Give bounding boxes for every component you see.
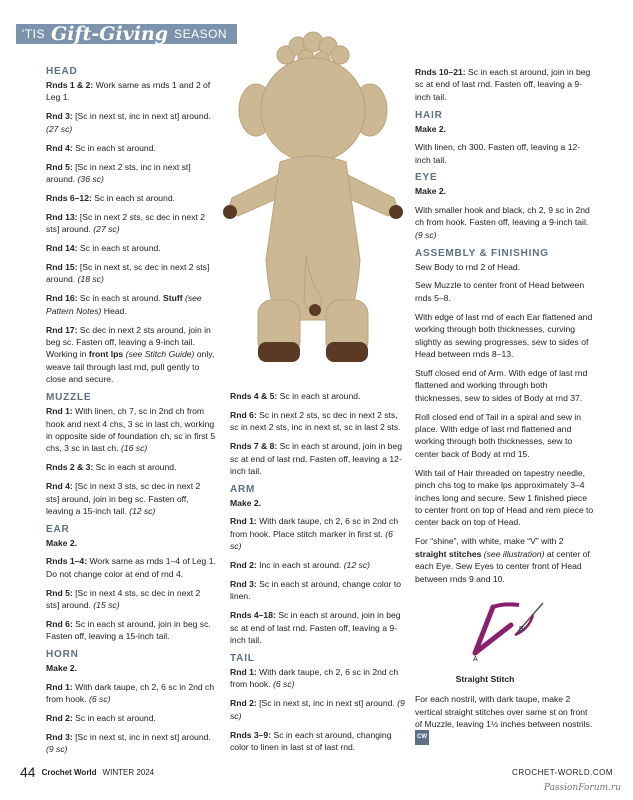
assembly-p7: For “shine”, with white, make “V” with 2 straight stitches (see illustration) at center of each Eye. Sew Eyes to center front of Head between rnds 9 and 10. <box>415 536 590 584</box>
magazine-name: Crochet World <box>41 767 97 777</box>
horn-rnd-1: Rnd 1: With dark taupe, ch 2, 6 sc in 2nd ch from hook. (6 sc) <box>46 681 215 705</box>
assembly-p2: Sew Muzzle to center front of Head between rnds 5–8. <box>415 280 585 303</box>
ear-rnd-1-4: Rnds 1–4: Work same as rnds 1–4 of Leg 1. Do not change color at end of rnd 4. <box>46 556 216 579</box>
heading-horn: HORN <box>46 649 79 661</box>
head-rnd-14: Rnd 14: Sc in each st around. <box>46 243 161 254</box>
horn-make: Make 2. <box>46 663 78 674</box>
hair-make: Make 2. <box>415 123 447 134</box>
eye-make: Make 2. <box>415 186 447 197</box>
muzzle-rnd-1: Rnd 1: With linen, ch 7, sc in 2nd ch from hook and next 4 chs, 3 sc in last ch, working in opposite side of foundation ch, sc in first 5 chs, 3 sc in last ch. (16 sc) <box>46 406 216 454</box>
section-banner <box>16 24 237 44</box>
heading-ear: EAR <box>46 523 70 535</box>
stitch-caption: Straight Stitch <box>455 673 515 684</box>
cw-end-mark: CW <box>415 730 429 744</box>
assembly-p3: With edge of last rnd of each Ear flattened and working through both thicknesses, curving slightly as sewing progresses, sew to sides of Head between rnds 8–13. <box>415 311 593 359</box>
horn-rnd-2: Rnd 2: Sc in each st around. <box>46 712 156 723</box>
straight-stitch-illustration <box>415 595 555 661</box>
ear-rnd-6: Rnd 6: Sc in each st around, join in beg sc. Fasten off, leaving a 15-inch tail. <box>46 618 211 642</box>
arm-rnd-2: Rnd 2: Inc in each st around. (12 sc) <box>230 560 370 571</box>
banner-script-title: Gift-Giving <box>50 23 169 45</box>
head-rnd-4: Rnd 4: Sc in each st around. <box>46 142 156 153</box>
arm-make: Make 2. <box>230 497 262 508</box>
watermark: PassionForum.ru <box>543 783 621 793</box>
heading-assembly: ASSEMBLY & FINISHING <box>415 247 549 259</box>
page-number: 44 <box>20 764 36 780</box>
head-rnd-15: Rnd 15: [Sc in next st, sc dec in next 2 sts] around. (18 sc) <box>46 261 210 285</box>
heading-arm: ARM <box>230 483 256 495</box>
horn-rnd-3: Rnd 3: [Sc in next st, inc in next st] around. (9 sc) <box>46 731 211 755</box>
tail-rnd-2: Rnd 2: [Sc in next st, inc in next st] around. (9 sc) <box>230 698 405 721</box>
column-right <box>415 66 595 751</box>
website: CROCHET-WORLD.COM <box>512 767 613 777</box>
stitch-label-b: B <box>519 626 524 634</box>
muzzle-rnd-2-3: Rnds 2 & 3: Sc in each st around. <box>46 462 177 473</box>
head-rnd-16: Rnd 16: Sc in each st around. Stuff (see Pattern Notes) Head. <box>46 293 202 316</box>
arm-rnd-4-18: Rnds 4–18: Sc in each st around, join in beg sc at end of last rnd. Fasten off, leaving a 9-inch tail. <box>230 610 401 646</box>
eye-text: With smaller hook and black, ch 2, 9 sc in 2nd ch from hook. Fasten off, leaving a 9-inch tail. (9 sc) <box>415 204 590 240</box>
ear-make: Make 2. <box>46 537 78 548</box>
crochet-doll-photo <box>218 30 408 385</box>
page-footer <box>20 762 613 782</box>
banner-post: SEASON <box>174 27 228 41</box>
tail-rnd-10-21: Rnds 10–21: Sc in each st around, join in beg sc at end of last rnd. Fasten off, leaving a 9-inch tail. <box>415 67 591 102</box>
column-middle <box>230 390 406 760</box>
ear-rnd-5: Rnd 5: [Sc in next 4 sts, sc dec in next 2 sts] around. (15 sc) <box>46 587 201 610</box>
assembly-p1: Sew Body to rnd 2 of Head. <box>415 261 521 272</box>
hair-text: With linen, ch 300. Fasten off, leaving a 12-inch tail. <box>415 142 581 165</box>
issue: WINTER 2024 <box>102 767 155 777</box>
heading-tail: TAIL <box>230 653 255 664</box>
tail-rnd-1: Rnd 1: With dark taupe, ch 2, 6 sc in 2nd ch from hook. (6 sc) <box>230 667 399 690</box>
assembly-p5: Roll closed end of Tail in a spiral and sew in place. With edge of last rnd flattened and working through both thicknesses, sew to center back of Body at rnd 15. <box>415 411 582 459</box>
heading-head: HEAD <box>46 66 78 77</box>
banner-pre: 'TIS <box>22 27 45 41</box>
assembly-p6: With tail of Hair threaded on tapestry needle, pinch chs tog to make lps approximately 3–4 inches long and secure. Sew 1 finished piece to center front on top of Head and rem piece to center back on top of Head. <box>415 467 594 528</box>
head-rnd-3: Rnd 3: [Sc in next st, inc in next st] around. (27 sc) <box>46 111 211 134</box>
stitch-label-a: A <box>473 656 478 662</box>
head-rnd-1-2: Rnds 1 & 2: Work same as rnds 1 and 2 of Leg 1. <box>46 80 211 103</box>
arm-rnd-1: Rnd 1: With dark taupe, ch 2, 6 sc in 2nd ch from hook. Place stitch marker in first st. (6 sc) <box>230 516 399 552</box>
head-rnd-6-12: Rnds 6–12: Sc in each st around. <box>46 192 175 203</box>
arm-rnd-3: Rnd 3: Sc in each st around, change color to linen. <box>230 578 402 602</box>
horn-rnd-7-8: Rnds 7 & 8: Sc in each st around, join in beg sc at end of last rnd. Fasten off, leaving a 12-inch tail. <box>230 441 402 477</box>
assembly-p8: For each nostril, with dark taupe, make 2 vertical straight stitches over same st on front of Muzzle, leaving 1½ inches between nostrils. CW <box>415 693 595 745</box>
head-rnd-17: Rnd 17: Sc dec in next 2 sts around, join in beg sc. Fasten off, leaving a 9-inch tail. Working in front lps (see Stitch Guide) only, weave tail through last rnd, pull gently to close and secure. <box>46 324 215 385</box>
heading-eye: EYE <box>415 172 438 184</box>
heading-muzzle: MUZZLE <box>46 392 92 404</box>
head-rnd-5: Rnd 5: [Sc in next 2 sts, inc in next st] around. (36 sc) <box>46 161 191 184</box>
head-rnd-13: Rnd 13: [Sc in next 2 sts, sc dec in next 2 sts] around. (27 sc) <box>46 211 206 235</box>
assembly-p4: Stuff closed end of Arm. With edge of last rnd flattened and working through both thicknesses, sew to sides of Body at rnd 37. <box>415 367 588 403</box>
tail-rnd-3-9: Rnds 3–9: Sc in each st around, changing color to linen in last st of last rnd. <box>230 729 392 753</box>
horn-rnd-4-5: Rnds 4 & 5: Sc in each st around. <box>230 391 361 401</box>
heading-hair: HAIR <box>415 109 443 121</box>
horn-rnd-6: Rnd 6: Sc in next 2 sts, sc dec in next 2 sts, sc in next 2 sts, inc in next st, sc in last 2 sts. <box>230 409 401 433</box>
muzzle-rnd-4: Rnd 4: [Sc in next 3 sts, sc dec in next 2 sts] around, join in beg sc. Fasten off, leaving a 15-inch tail. (12 sc) <box>46 481 201 516</box>
column-left <box>46 66 216 762</box>
